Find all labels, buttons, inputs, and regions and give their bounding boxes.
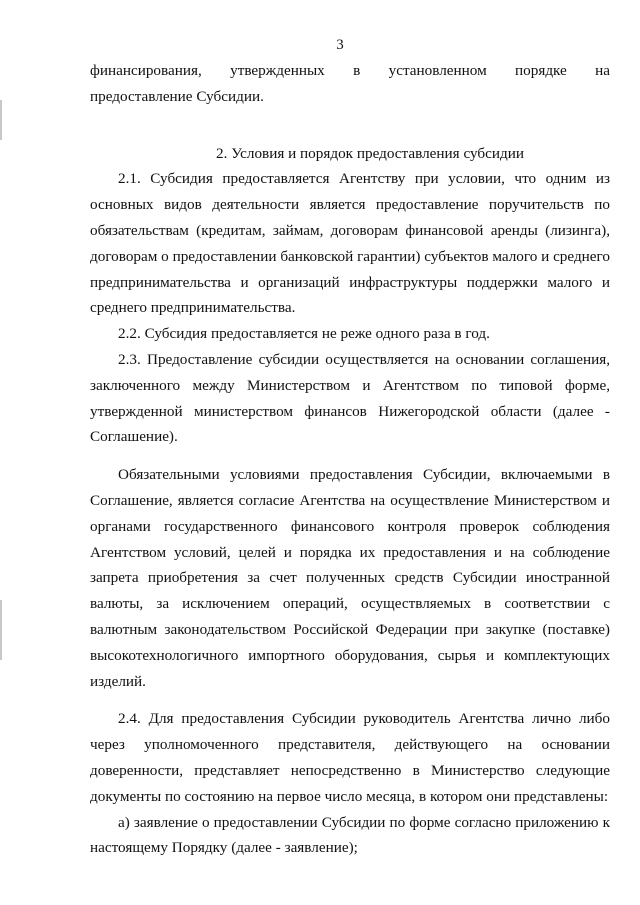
paragraph-2-2: 2.2. Субсидия предоставляется не реже одного раза в год.	[118, 325, 490, 343]
paragraph-conditions: Обязательными условиями предоставления Субсидии, включаемыми в Соглашение, является согласие Агентства на осуществление Министерством и органами государственного финансового контроля проверок соблюдения Агентством условий, целей и порядка их предоставления и на соблюдение запрета приобретения за счет полученных средств Субсидии иностранной валюты, за исключением операций, осуществляемых в соответствии с валютным законодательством Российской Федерации при закупке (поставке) высокотехнологичного импортного оборудования, сырья и комплектующих изделий.	[90, 466, 610, 690]
left-margin-mark	[0, 100, 2, 140]
paragraph-2-4: 2.4. Для предоставления Субсидии руководитель Агентства лично либо через уполномоченного представителя, действующего на основании доверенности, представляет непосредственно в Министерство следующие документы по состоянию на первое число месяца, в котором они представлены:	[90, 710, 610, 805]
intro-line-2: предоставление Субсидии.	[90, 87, 264, 105]
left-margin-mark	[0, 600, 2, 660]
page-number: 3	[336, 37, 344, 53]
paragraph-2-3: 2.3. Предоставление субсидии осуществляется на основании соглашения, заключенного между Министерством и Агентством по типовой форме, утвержденной министерством финансов Нижегородской области (далее - Соглашение).	[90, 350, 610, 446]
section-heading: 2. Условия и порядок предоставления субсидии	[216, 144, 524, 162]
intro-line-1: финансирования, утвержденных в установленном порядке на	[90, 62, 610, 79]
paragraph-2-1: 2.1. Субсидия предоставляется Агентству при условии, что одним из основных видов деятельности является предоставление поручительств по обязательствам (кредитам, займам, договорам финансовой аренды (лизинга), договорам о предоставлении банковской гарантии) субъектов малого и среднего предпринимательства и организаций инфраструктуры поддержки малого и среднего предпринимательства.	[90, 170, 610, 317]
paragraph-a: а) заявление о предоставлении Субсидии по форме согласно приложению к настоящему Порядку (далее - заявление);	[90, 813, 610, 857]
document-body	[90, 58, 610, 861]
